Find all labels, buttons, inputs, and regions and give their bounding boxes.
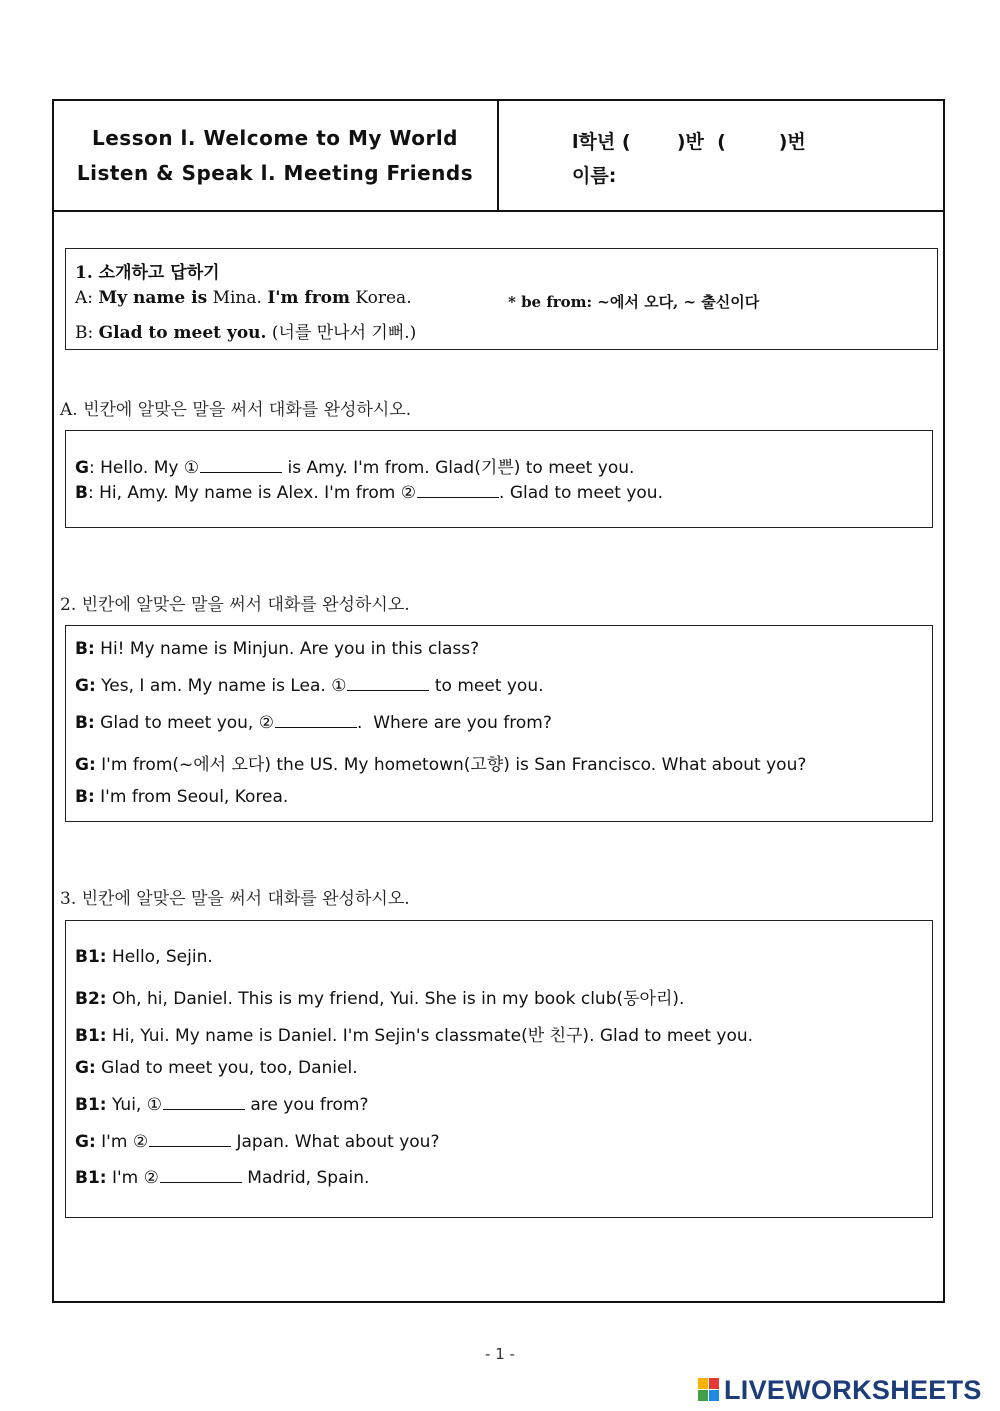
brand-name: LIVEWORKSHEETS	[724, 1375, 982, 1405]
dialogue-text: : Hi, Amy. My name is Alex. I'm from ②	[87, 483, 417, 503]
dialogue-text: I'm from Seoul, Korea.	[94, 787, 289, 807]
speaker: B1:	[75, 1168, 107, 1188]
speaker: B1:	[75, 1026, 107, 1046]
speaker: B	[75, 483, 88, 503]
dialogue-text: Madrid, Spain.	[241, 1168, 370, 1188]
section-a-instruction: A. 빈칸에 알맞은 말을 써서 대화를 완성하시오.	[60, 400, 412, 420]
page-number: - 1 -	[485, 1345, 515, 1363]
dialogue-text: Hi! My name is Minjun. Are you in this class?	[94, 639, 480, 659]
dialogue-text: . Glad to meet you.	[499, 483, 663, 503]
dialogue-text: Glad to meet you, too, Daniel.	[95, 1058, 358, 1078]
speaker: B1:	[75, 1095, 107, 1115]
section-2-line-2	[75, 676, 544, 696]
answer-blank[interactable]	[163, 1095, 245, 1110]
speaker-b: B:	[75, 323, 94, 343]
speaker: G	[75, 458, 89, 478]
answer-blank[interactable]	[200, 458, 282, 473]
liveworksheets-logo[interactable]	[698, 1376, 998, 1404]
answer-blank[interactable]	[347, 676, 429, 691]
intro-line-a	[75, 288, 412, 308]
liveworksheets-logo-icon	[698, 1378, 720, 1402]
section-2-line-3	[75, 713, 552, 733]
speaker: G:	[75, 1132, 96, 1152]
answer-blank[interactable]	[275, 713, 357, 728]
dialogue-text: is Amy. I'm from. Glad(기쁜) to meet you.	[282, 458, 635, 478]
phrase-my-name-is: My name is	[98, 288, 208, 308]
section-3-instruction: 3. 빈칸에 알맞은 말을 써서 대화를 완성하시오.	[60, 889, 410, 909]
dialogue-text: Hello, Sejin.	[106, 947, 213, 967]
dialogue-text: I'm ②	[106, 1168, 159, 1188]
section-3-line-4	[75, 1058, 358, 1078]
section-3-line-3	[75, 1021, 753, 1046]
speaker: G:	[75, 1058, 96, 1078]
dialogue-text: I'm from(~에서 오다) the US. My hometown(고향) is San Francisco. What about you?	[95, 755, 807, 775]
intro-a-text: Mina.	[207, 288, 268, 308]
answer-blank[interactable]	[160, 1168, 242, 1183]
section-2-instruction: 2. 빈칸에 알맞은 말을 써서 대화를 완성하시오.	[60, 595, 410, 615]
dialogue-text: : Hello. My ①	[88, 458, 200, 478]
dialogue-text: . Where are you from?	[356, 713, 552, 733]
intro-b-translation: (너를 만나서 기뻐.)	[266, 323, 417, 343]
section-a-line-1	[75, 453, 634, 478]
grade-class-number: l학년 ( )반 ( )번	[572, 131, 806, 153]
section-2-line-4	[75, 750, 806, 775]
answer-blank[interactable]	[149, 1132, 231, 1147]
intro-title: 1. 소개하고 답하기	[75, 263, 220, 283]
dialogue-text: Oh, hi, Daniel. This is my friend, Yui. She is in my book club(동아리).	[106, 989, 685, 1009]
speaker: B:	[75, 639, 95, 659]
section-2-line-1	[75, 639, 479, 659]
speaker: G:	[75, 755, 96, 775]
dialogue-text: Yui, ①	[106, 1095, 162, 1115]
answer-blank[interactable]	[417, 483, 499, 498]
speaker: G:	[75, 676, 96, 696]
speaker: B:	[75, 787, 95, 807]
speaker: B1:	[75, 947, 107, 967]
name-label: 이름:	[572, 165, 617, 187]
section-3-line-1	[75, 947, 213, 967]
be-from-note: * be from: ~에서 오다, ~ 출신이다	[508, 293, 760, 311]
speaker: B2:	[75, 989, 107, 1009]
intro-line-b	[75, 318, 416, 343]
dialogue-text: are you from?	[244, 1095, 369, 1115]
section-a-line-2	[75, 483, 663, 503]
phrase-glad-to-meet-you: Glad to meet you.	[98, 323, 267, 343]
dialogue-text: Yes, I am. My name is Lea. ①	[95, 676, 347, 696]
section-3-line-6	[75, 1132, 439, 1152]
dialogue-text: to meet you.	[429, 676, 544, 696]
phrase-im-from: I'm from	[267, 288, 350, 308]
lesson-title: Lesson l. Welcome to My World	[92, 126, 458, 150]
dialogue-text: Hi, Yui. My name is Daniel. I'm Sejin's classmate(반 친구). Glad to meet you.	[106, 1026, 754, 1046]
section-3-line-5	[75, 1095, 369, 1115]
section-a-box	[65, 430, 933, 528]
dialogue-text: Japan. What about you?	[231, 1132, 440, 1152]
speaker: B:	[75, 713, 95, 733]
lesson-subtitle: Listen & Speak l. Meeting Friends	[76, 161, 474, 185]
dialogue-text: Glad to meet you, ②	[94, 713, 274, 733]
header-divider	[497, 99, 499, 211]
section-2-line-5	[75, 787, 288, 807]
speaker-a: A:	[75, 288, 94, 308]
section-3-line-7	[75, 1168, 369, 1188]
section-3-line-2	[75, 984, 684, 1009]
intro-a-text-2: Korea.	[349, 288, 412, 308]
dialogue-text: I'm ②	[95, 1132, 149, 1152]
